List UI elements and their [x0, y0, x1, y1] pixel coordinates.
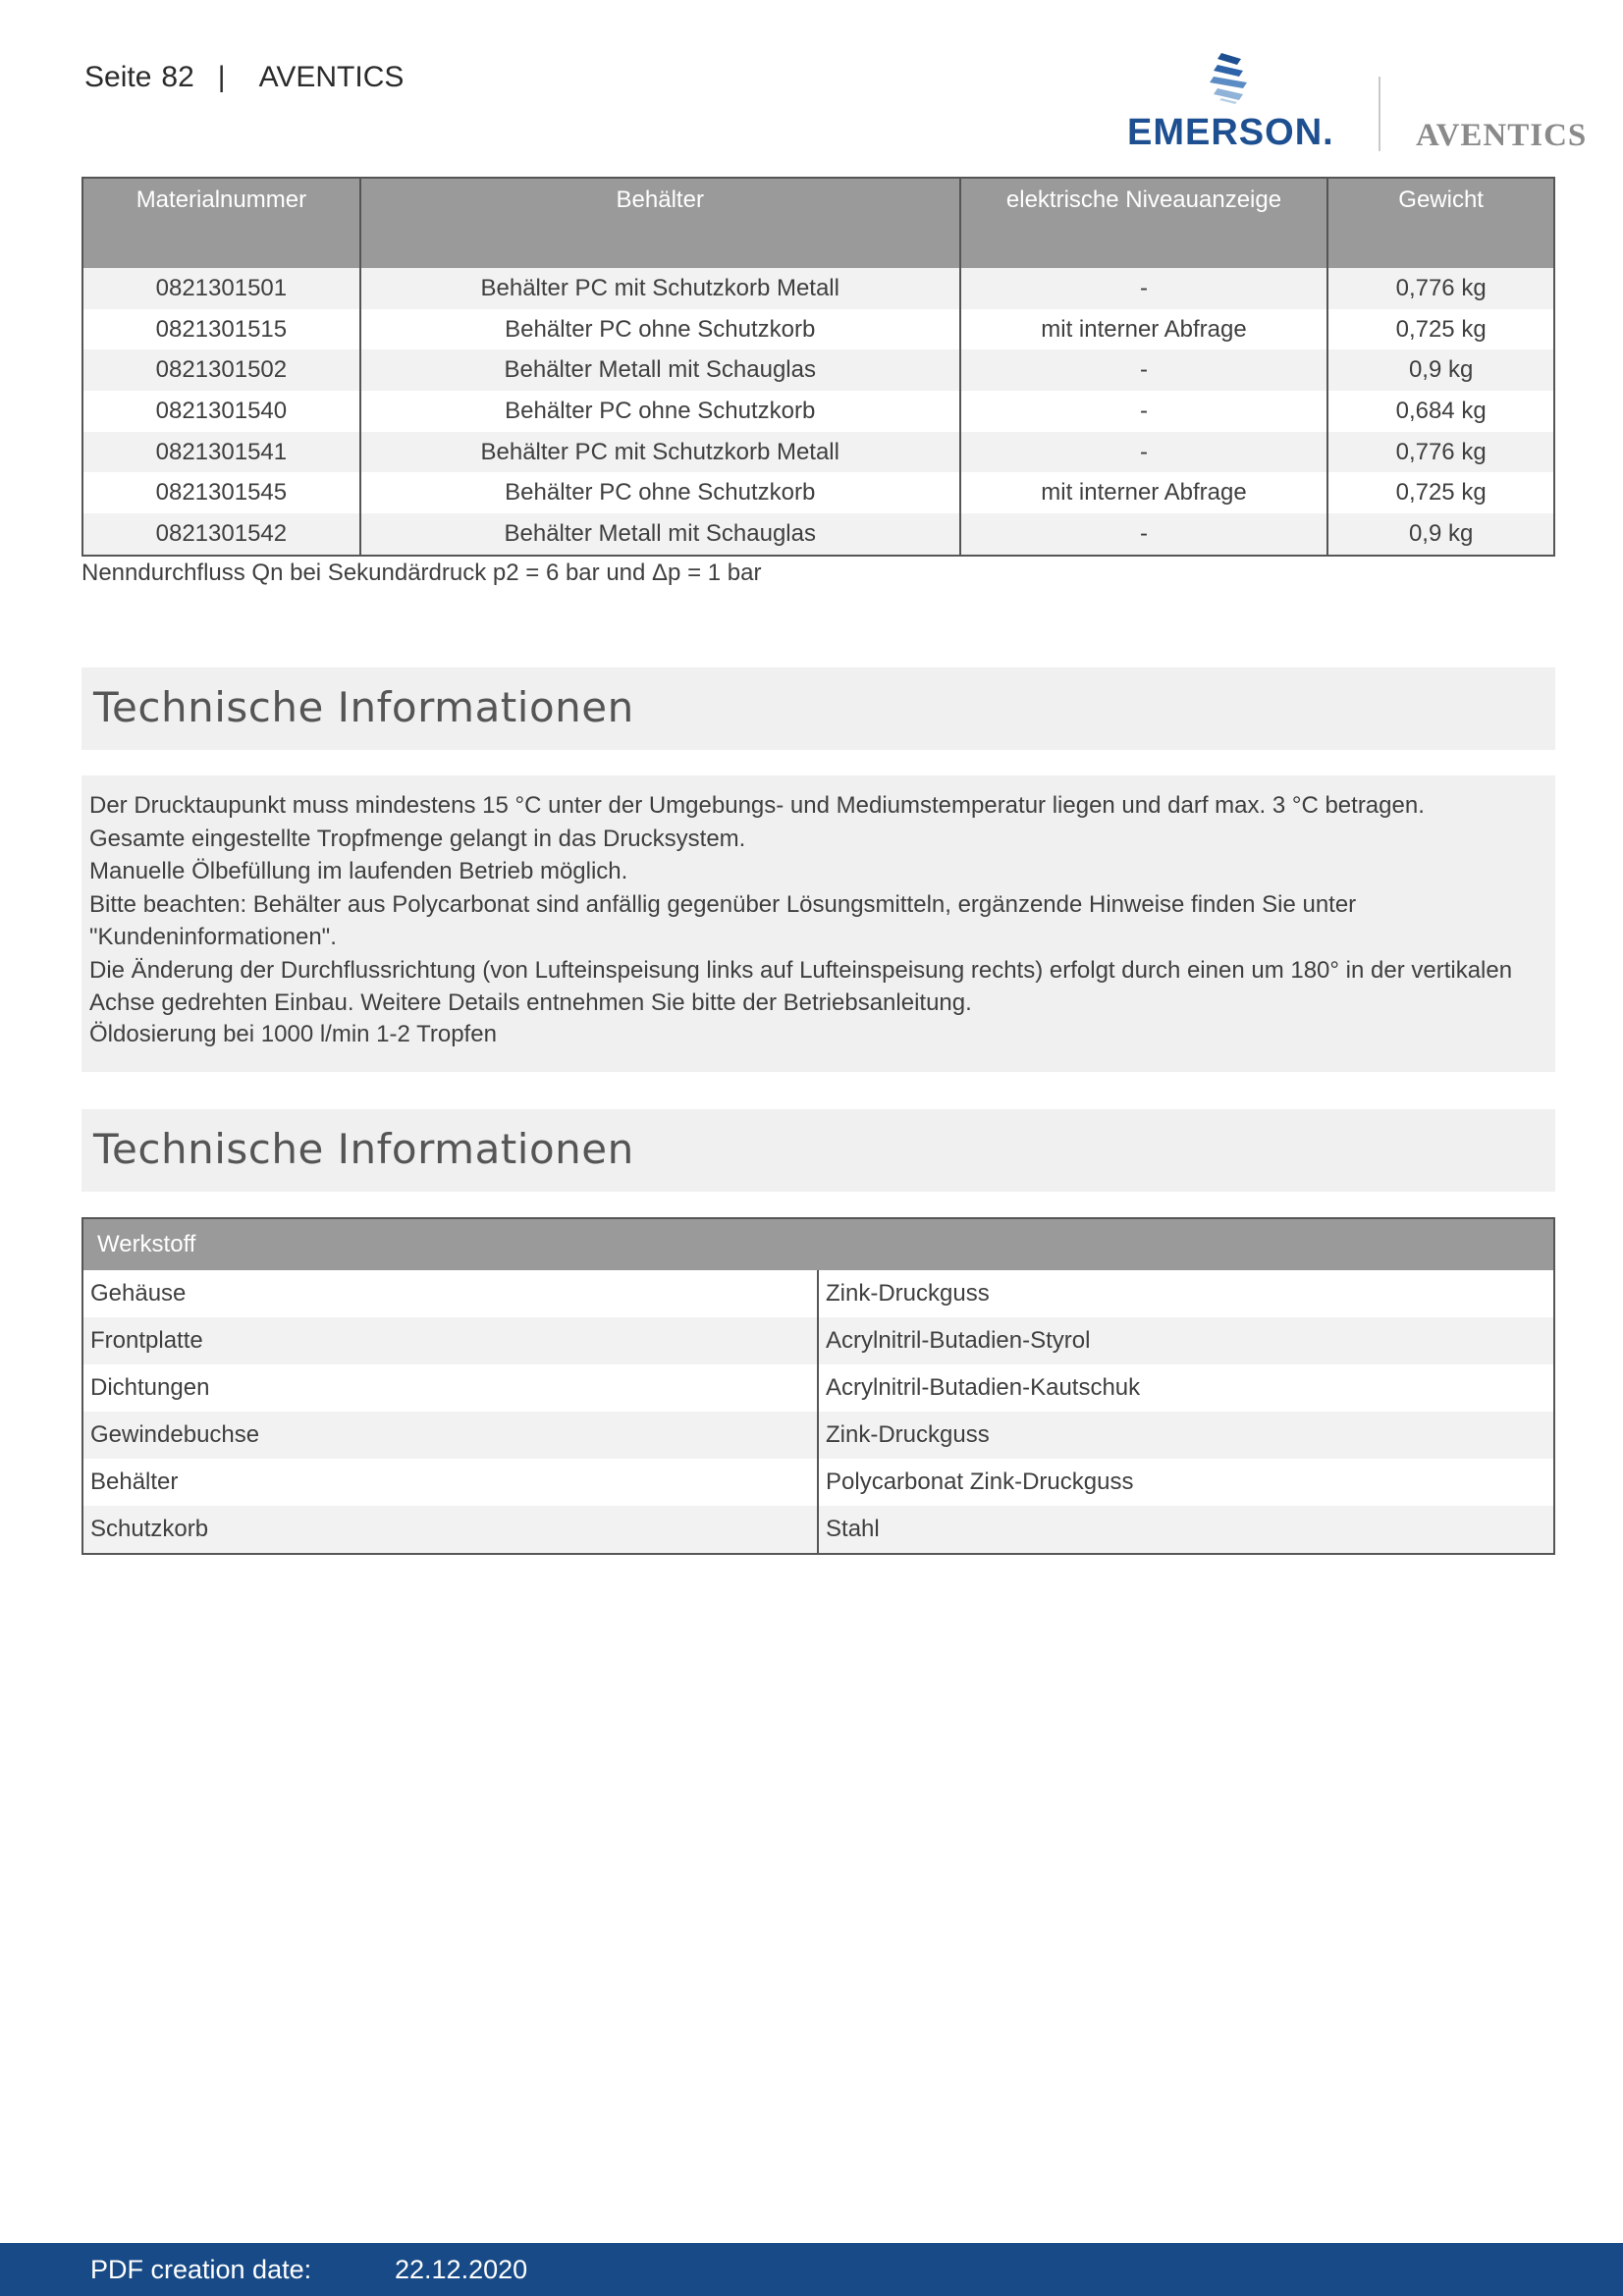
- table-row: [82, 268, 1554, 309]
- cell-behaelter: Behälter PC ohne Schutzkorb: [360, 391, 960, 432]
- col-materialnummer: Materialnummer: [82, 178, 360, 268]
- technical-info-box: [81, 775, 1555, 1072]
- page-number: 82: [161, 61, 194, 93]
- info-line: Die Änderung der Durchflussrichtung (von Lufteinspeisung links auf Lufteinspeisung rechts) erfolgt durch einen um 180° in der vertikalen Achse gedrehten Einbau. Weitere Details entnehmen Sie bitte der Betriebsanleitung.: [89, 956, 1513, 1016]
- emerson-wordmark: EMERSON.: [1127, 112, 1334, 153]
- footer-bar: [0, 2243, 1623, 2296]
- col-behaelter: Behälter: [360, 178, 960, 268]
- table-row: [82, 1364, 1554, 1412]
- material-part: Behälter: [90, 1468, 179, 1495]
- table-row: [82, 1270, 1554, 1317]
- col-gewicht: Gewicht: [1327, 178, 1554, 268]
- table-row: [82, 349, 1554, 391]
- footer-label: PDF creation date:: [90, 2255, 312, 2284]
- material-value: Stahl: [818, 1506, 1554, 1554]
- cell-gewicht: 0,725 kg: [1327, 472, 1554, 513]
- section-title-materials: [81, 1109, 1555, 1192]
- cell-gewicht: 0,776 kg: [1327, 432, 1554, 473]
- section-title-technical-info: [81, 667, 1555, 750]
- product-table-header: [82, 178, 1554, 268]
- materials-table-header: Werkstoff: [82, 1218, 1554, 1270]
- cell-niveauanzeige: -: [960, 391, 1328, 432]
- aventics-wordmark: AVENTICS: [1416, 118, 1588, 153]
- material-part: Gewindebuchse: [82, 1412, 818, 1459]
- info-line: Bitte beachten: Behälter aus Polycarbonat sind anfällig gegenüber Lösungsmitteln, ergänzende Hinweise finden Sie unter "Kundeninformationen".: [89, 890, 1357, 950]
- cell-niveauanzeige: -: [960, 268, 1328, 309]
- materials-table: [81, 1217, 1555, 1555]
- table-row: [82, 1317, 1554, 1364]
- cell-gewicht: 0,776 kg: [1327, 268, 1554, 309]
- cell-materialnummer: 0821301540: [155, 397, 288, 424]
- table-row: [82, 472, 1554, 513]
- material-value: Acrylnitril-Butadien-Styrol: [818, 1317, 1554, 1364]
- header-separator: |: [217, 61, 226, 93]
- cell-materialnummer: 0821301541: [82, 432, 360, 473]
- table-row: [82, 309, 1554, 350]
- cell-behaelter: Behälter Metall mit Schauglas: [360, 513, 960, 556]
- table-row: [82, 1506, 1554, 1554]
- info-line: Gesamte eingestellte Tropfmenge gelangt in das Drucksystem.: [89, 825, 746, 852]
- flow-note: Nenndurchfluss Qn bei Sekundärdruck p2 = 6 bar und Δp = 1 bar: [81, 560, 762, 586]
- cell-niveauanzeige: -: [960, 349, 1328, 391]
- cell-gewicht: 0,9 kg: [1327, 349, 1554, 391]
- material-value: Polycarbonat Zink-Druckguss: [818, 1459, 1554, 1506]
- cell-materialnummer: 0821301545: [155, 479, 288, 507]
- cell-behaelter: Behälter PC mit Schutzkorb Metall: [360, 268, 960, 309]
- cell-niveauanzeige: -: [960, 432, 1328, 473]
- cell-niveauanzeige: -: [960, 513, 1328, 556]
- table-row: [82, 391, 1554, 432]
- page-label: Seite: [84, 61, 152, 93]
- table-row: [82, 1412, 1554, 1459]
- cell-materialnummer: 0821301502: [82, 349, 360, 391]
- emerson-mark-icon: [1208, 53, 1253, 104]
- section-heading: Technische Informationen: [93, 683, 634, 731]
- col-niveauanzeige: elektrische Niveauanzeige: [960, 178, 1328, 268]
- table-row: [82, 513, 1554, 556]
- cell-niveauanzeige: mit interner Abfrage: [960, 472, 1328, 513]
- table-row: [82, 432, 1554, 473]
- material-part: Gehäuse: [90, 1280, 187, 1307]
- cell-behaelter: Behälter Metall mit Schauglas: [360, 349, 960, 391]
- table-row: [82, 1459, 1554, 1506]
- material-value: Zink-Druckguss: [818, 1412, 1554, 1459]
- oil-dosing-note: Öldosierung bei 1000 l/min 1-2 Tropfen: [89, 1021, 497, 1047]
- material-part: Dichtungen: [90, 1374, 210, 1401]
- cell-materialnummer: 0821301515: [155, 315, 288, 343]
- cell-gewicht: 0,684 kg: [1327, 391, 1554, 432]
- cell-niveauanzeige: mit interner Abfrage: [960, 309, 1328, 350]
- cell-behaelter: Behälter PC ohne Schutzkorb: [360, 472, 960, 513]
- section-heading: Technische Informationen: [93, 1125, 634, 1173]
- emerson-aventics-logo: [1127, 53, 1598, 151]
- material-value: Acrylnitril-Butadien-Kautschuk: [818, 1364, 1554, 1412]
- material-part: Frontplatte: [82, 1317, 818, 1364]
- cell-gewicht: 0,9 kg: [1327, 513, 1554, 556]
- logo-divider: [1379, 77, 1380, 151]
- cell-gewicht: 0,725 kg: [1327, 309, 1554, 350]
- product-table: [81, 177, 1555, 557]
- cell-behaelter: Behälter PC ohne Schutzkorb: [360, 309, 960, 350]
- material-part: Schutzkorb: [82, 1506, 818, 1554]
- page-header: [84, 61, 404, 94]
- info-line: Manuelle Ölbefüllung im laufenden Betrieb möglich.: [89, 858, 628, 884]
- material-value: Zink-Druckguss: [818, 1270, 1554, 1317]
- cell-materialnummer: 0821301501: [82, 268, 360, 309]
- cell-behaelter: Behälter PC mit Schutzkorb Metall: [360, 432, 960, 473]
- cell-materialnummer: 0821301542: [82, 513, 360, 556]
- header-brand: AVENTICS: [258, 61, 405, 93]
- info-line: Der Drucktaupunkt muss mindestens 15 °C unter der Umgebungs- und Mediumstemperatur liegen und darf max. 3 °C betragen.: [89, 792, 1425, 819]
- footer-date: 22.12.2020: [395, 2255, 528, 2284]
